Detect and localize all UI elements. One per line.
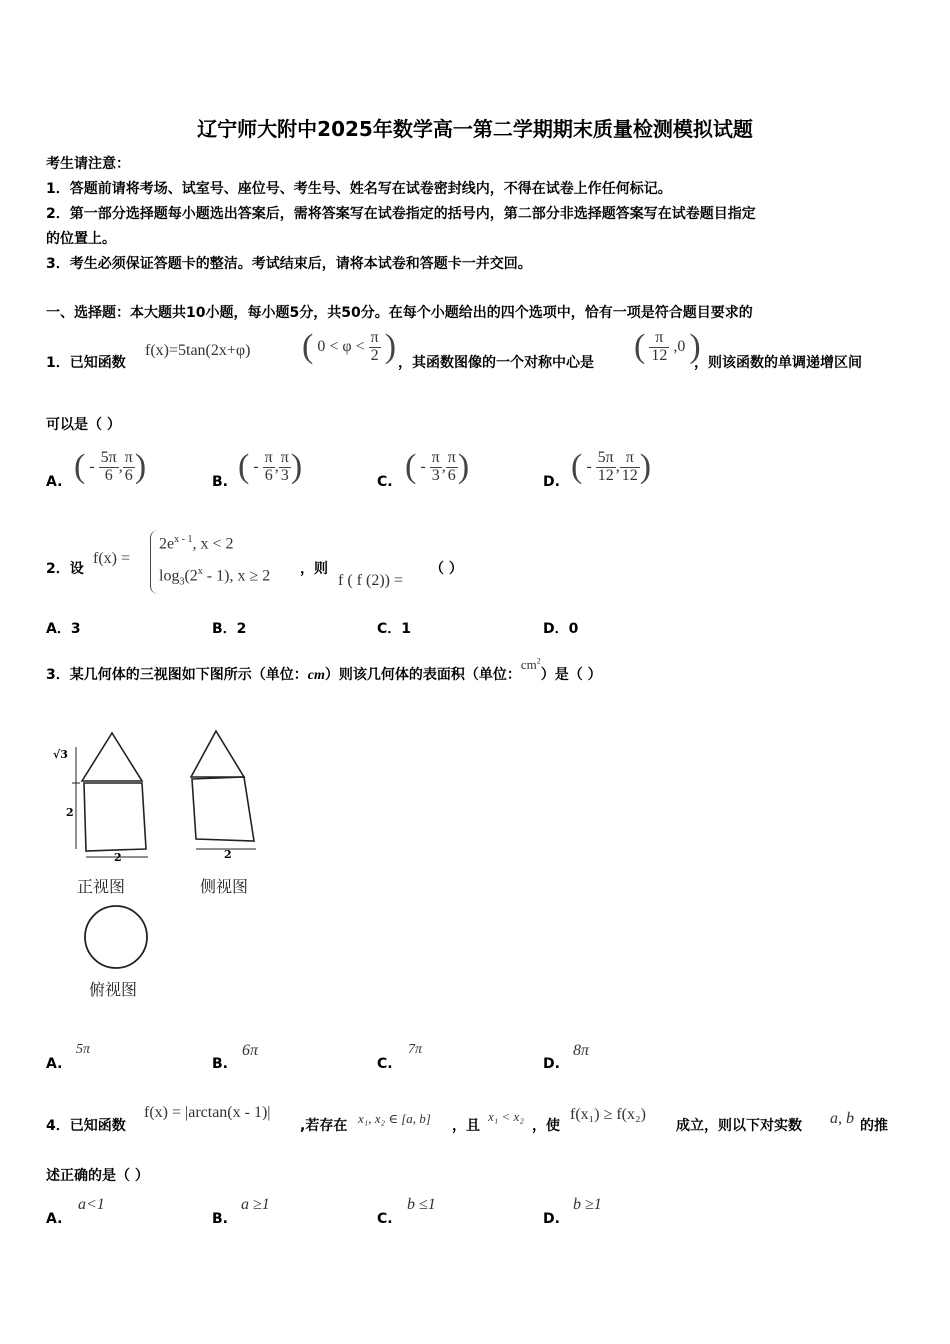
left-paren-icon: (: [238, 448, 250, 485]
front-view-label: 正视图: [77, 877, 126, 896]
option-label: B．: [212, 621, 237, 637]
right-paren-icon: ): [290, 448, 303, 485]
q1-option-b-label: B.: [212, 474, 228, 490]
fraction-numerator: π: [649, 330, 669, 348]
q1-condition: [302, 328, 396, 374]
fraction: [123, 450, 135, 485]
notice-item: 的位置上。: [46, 231, 116, 247]
q4-make: ，使: [532, 1118, 560, 1134]
q3-option-c[interactable]: 7π: [408, 1042, 423, 1057]
q1-option-b[interactable]: [238, 448, 302, 486]
side-view: [191, 731, 256, 849]
q3-stem: [46, 656, 602, 684]
q3-text-c: ）是（ ）: [540, 667, 602, 683]
q4-option-a-label: A.: [46, 1211, 63, 1227]
q2-case1-cond: , x < 2: [192, 535, 234, 553]
front-view-triangle: [82, 733, 142, 781]
q1-option-c[interactable]: [405, 448, 469, 486]
q2-ask: f ( f (2)) =: [338, 572, 403, 589]
fraction: [596, 450, 616, 485]
q1-option-a[interactable]: [74, 448, 146, 486]
q1-center-fraction: [649, 330, 669, 365]
fraction-numerator: 5π: [597, 448, 614, 466]
minus-sign: -: [416, 458, 430, 475]
option-value: 3: [70, 621, 81, 637]
q4-option-a[interactable]: a<1: [78, 1196, 105, 1213]
fraction-numerator: π: [431, 448, 440, 466]
fraction-numerator: π: [264, 448, 273, 466]
width-label-side: 2: [224, 848, 232, 861]
option-value: 2: [236, 621, 247, 637]
minus-sign: -: [249, 458, 263, 475]
q1-center: [634, 328, 701, 366]
q3-option-a[interactable]: 5π: [76, 1042, 91, 1057]
q2-case2: [159, 566, 270, 588]
q3-unit: cm: [307, 668, 325, 683]
q4-option-b-label: B.: [212, 1211, 228, 1227]
q3-option-a-label: A.: [46, 1056, 63, 1072]
q2-then: ，则: [300, 561, 328, 577]
left-paren-icon: (: [571, 448, 583, 485]
q2-option-d[interactable]: [543, 618, 578, 638]
left-paren-icon: (: [74, 448, 86, 485]
option-label: C．: [377, 621, 402, 637]
q3-option-d[interactable]: 8π: [573, 1042, 590, 1059]
q3-unit2-exp: 2: [536, 656, 541, 666]
right-paren-icon: ): [639, 448, 652, 485]
comma: ,: [441, 458, 446, 475]
q1-cond-text: 0 < φ <: [317, 338, 365, 355]
fraction-numerator: 5π: [100, 448, 117, 466]
page-title: 辽宁师大附中2025年数学高一第二学期期末质量检测模拟试题: [197, 117, 753, 141]
left-paren-icon: (: [405, 448, 417, 485]
q1-option-d[interactable]: [571, 448, 651, 486]
q2-option-a[interactable]: [46, 618, 81, 638]
notice-item: 2．第一部分选择题每小题选出答案后，需将答案写在试卷指定的括号内，第二部分非选择题答案写在试卷题目指定: [46, 206, 756, 222]
q2-case1-exp: x - 1: [174, 534, 193, 545]
minus-sign: -: [582, 458, 596, 475]
fraction: [430, 450, 442, 485]
q3-text-b: ）则该几何体的表面积（单位：: [324, 667, 521, 683]
q3-option-c-label: C.: [377, 1056, 393, 1072]
q3-option-b-label: B.: [212, 1056, 228, 1072]
comma: ,: [615, 458, 620, 475]
q1-option-c-label: C.: [377, 474, 393, 490]
q2-case1: [159, 534, 233, 553]
q4-vars: x₁, x₂ ∈ [a, b]: [358, 1111, 431, 1126]
q4-condition: f(x₁) ≥ f(x₂): [570, 1106, 646, 1123]
three-view-figure: [46, 725, 286, 1005]
minus-sign: -: [85, 458, 99, 475]
fraction-numerator: π: [620, 450, 640, 468]
top-view-label: 俯视图: [89, 980, 138, 999]
fraction-denominator: 12: [597, 466, 614, 484]
q1-function: f(x)=5tan(2x+φ): [145, 342, 251, 359]
side-view-triangle: [191, 731, 244, 777]
q4-option-c-label: C.: [377, 1211, 393, 1227]
option-value: 0: [568, 621, 579, 637]
q2-case2-rest: - 1), x ≥ 2: [202, 567, 271, 585]
side-view-square: [192, 777, 254, 841]
fraction-denominator: 6: [447, 466, 456, 484]
front-view: [72, 733, 148, 857]
q3-unit2: [521, 657, 541, 672]
q4-tail: 的推: [860, 1118, 888, 1134]
q4-function: f(x) = |arctan(x - 1)|: [144, 1104, 271, 1121]
q1-center-rest: ,0: [673, 338, 686, 355]
left-paren-icon: (: [634, 328, 646, 365]
fraction-numerator: π: [447, 448, 456, 466]
fraction-denominator: 3: [431, 466, 440, 484]
fraction-numerator: π: [124, 448, 133, 466]
fraction-denominator: 2: [370, 346, 379, 364]
q3-option-b[interactable]: 6π: [242, 1042, 259, 1059]
option-label: D．: [543, 621, 569, 637]
q2-option-c[interactable]: [377, 618, 411, 638]
q3-text-a: 3．某几何体的三视图如下图所示（单位：: [46, 667, 308, 683]
right-paren-icon: ): [384, 328, 397, 365]
notice-heading: 考生请注意：: [46, 156, 130, 172]
fraction: [446, 450, 458, 485]
q2-case1-base: 2e: [159, 535, 175, 553]
comma: ,: [274, 458, 279, 475]
fraction: [620, 450, 640, 485]
q4-option-d-label: D.: [543, 1211, 560, 1227]
sqrt3-label: √3: [53, 748, 68, 761]
right-paren-icon: ): [689, 328, 701, 365]
q2-case2-exp: x: [197, 566, 203, 577]
q1-mid-text: ，其函数图像的一个对称中心是: [398, 355, 594, 371]
section-heading: 一、选择题：本大题共10小题，每小题5分，共50分。在每个小题给出的四个选项中，恰有一项是符合题目要求的: [46, 305, 753, 321]
q1-cond-fraction: [369, 330, 381, 365]
q4-hold: 成立，则以下对实数: [676, 1118, 802, 1134]
comma: ,: [118, 458, 123, 475]
q2-option-b[interactable]: [212, 618, 246, 638]
q4-and: ，且: [452, 1118, 480, 1134]
q4-option-c[interactable]: b ≤1: [407, 1196, 436, 1213]
front-view-square: [84, 783, 146, 851]
fraction: [263, 450, 275, 485]
option-label: A．: [46, 621, 71, 637]
q1-option-a-label: A.: [46, 474, 63, 490]
q4-ab: a, b: [830, 1110, 854, 1127]
q4-exist: ,若存在: [300, 1118, 348, 1134]
side-view-label: 侧视图: [200, 877, 249, 896]
right-paren-icon: ): [457, 448, 470, 485]
q1-line2: 可以是（ ）: [46, 417, 121, 433]
brace-icon: [150, 530, 159, 594]
q1-option-d-label: D.: [543, 474, 560, 490]
q3-option-d-label: D.: [543, 1056, 560, 1072]
fraction-denominator: 6: [264, 466, 273, 484]
q3-unit2-base: cm: [520, 657, 537, 672]
fraction-numerator: π: [280, 448, 289, 466]
q2-number: 2．设: [46, 561, 84, 577]
notice-item: 1．答题前请将考场、试室号、座位号、考生号、姓名写在试卷密封线内，不得在试卷上作任何标记。: [46, 181, 672, 197]
width-label-front: 2: [114, 851, 122, 864]
q2-case2-log: log: [159, 567, 180, 585]
notice-item: 3．考生必须保证答题卡的整洁。考试结束后，请将本试卷和答题卡一并交回。: [46, 256, 532, 272]
q1-number: 1．已知函数: [46, 355, 126, 371]
fraction: [99, 450, 119, 485]
right-paren-icon: ): [134, 448, 147, 485]
fraction-denominator: 6: [104, 466, 113, 484]
fraction-numerator: π: [370, 328, 379, 346]
q1-tail: ，则该函数的单调递增区间: [694, 355, 862, 371]
q4-option-d[interactable]: b ≥1: [573, 1196, 602, 1213]
top-view-circle: [85, 906, 147, 968]
height-label: 2: [66, 806, 74, 819]
fraction-denominator: 12: [651, 346, 668, 364]
q2-function: f(x) =: [93, 550, 131, 567]
q2-answer-paren: （ ）: [430, 561, 463, 577]
q2-case2-base: 3: [179, 576, 185, 588]
fraction-denominator: 6: [124, 466, 133, 484]
left-paren-icon: (: [302, 328, 314, 365]
q4-ineq: x₁ < x₂: [488, 1109, 524, 1124]
q4-line2: 述正确的是（ ）: [46, 1168, 149, 1184]
q4-number: 4．已知函数: [46, 1118, 126, 1134]
q2-case2-arg: (2: [184, 567, 198, 585]
q4-option-b[interactable]: a ≥1: [241, 1196, 270, 1213]
fraction-denominator: 3: [280, 466, 289, 484]
fraction: [279, 450, 291, 485]
option-value: 1: [401, 621, 412, 637]
fraction-denominator: 12: [621, 466, 638, 484]
